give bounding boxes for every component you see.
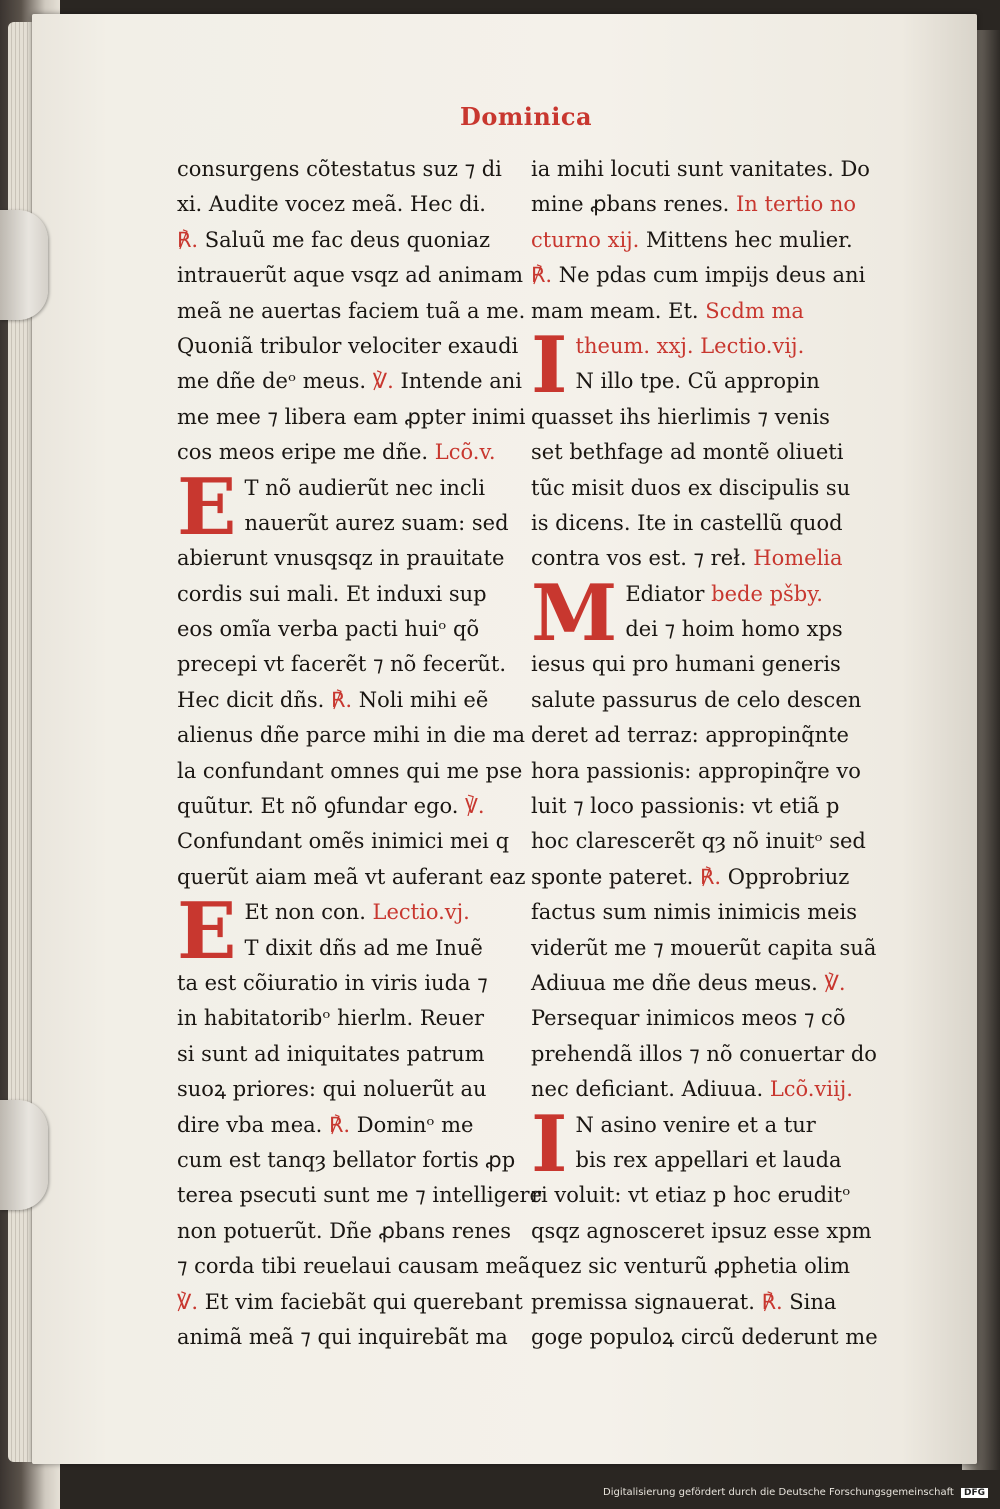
body-text: nec deficiant. Adiuua. xyxy=(531,1077,770,1102)
body-text: tũc misit duos ex discipulis su xyxy=(531,475,851,500)
text-line xyxy=(531,1249,866,1284)
text-line xyxy=(177,1320,512,1355)
body-text: me mee ⁊ libera eam ꝓpter inimi xyxy=(177,404,526,429)
body-text: Sina xyxy=(782,1289,837,1314)
body-text: cum est tanqȝ bellator fortis ꝓp xyxy=(177,1147,516,1172)
body-text: querũt aiam meã vt auferant eaz xyxy=(177,864,526,889)
text-line xyxy=(531,1072,866,1107)
page-clip-bottom xyxy=(0,1100,48,1210)
text-line xyxy=(177,223,512,258)
body-text: viderũt me ⁊ mouerũt capita suã xyxy=(531,935,877,960)
rubric-text: Lectio.vij. xyxy=(700,333,805,358)
body-text: Intende ani xyxy=(393,369,522,394)
text-line xyxy=(177,400,526,435)
text-line xyxy=(531,1214,872,1249)
body-text: contra vos est. ⁊ reł. xyxy=(531,546,754,571)
rubric-text: ℟. xyxy=(700,864,722,889)
text-line xyxy=(177,683,512,718)
body-text: suoꝝ priores: qui noluerũt au xyxy=(177,1077,487,1102)
body-text: xi. Audite vocez meã. Hec di. xyxy=(177,192,486,217)
text-line xyxy=(531,824,866,859)
text-line xyxy=(531,683,866,718)
text-line xyxy=(531,506,866,541)
body-text: precepi vt facerẽt ⁊ nõ fecerũt. xyxy=(177,652,506,677)
body-text: factus sum nimis inimicis meis xyxy=(531,900,858,925)
text-line xyxy=(177,1037,512,1072)
text-line xyxy=(177,860,526,895)
rubric-text: theum. xxj. xyxy=(575,333,701,358)
body-text: cos meos eripe me dñe. xyxy=(177,440,435,465)
text-line xyxy=(177,1178,542,1213)
body-text: T nõ audierũt nec incli xyxy=(244,475,486,500)
rubric-text: ℟. xyxy=(177,227,199,252)
rubric-text: ℣. xyxy=(177,1289,199,1314)
body-text: Ne pdas cum impijs deus ani xyxy=(552,263,866,288)
red-initial-letter: M xyxy=(531,567,618,659)
red-initial-letter: E xyxy=(177,886,237,978)
credit-text: Digitalisierung gefördert durch die Deutsche Forschungsgemeinschaft xyxy=(603,1487,954,1498)
body-text: Quoniã tribulor velociter exaudi xyxy=(177,333,519,358)
rubric-text: ℣. xyxy=(824,970,846,995)
rubric-text: Lcõ.viij. xyxy=(769,1077,853,1102)
body-text: me dñe deᵒ meus. xyxy=(177,369,373,394)
text-line xyxy=(531,223,866,258)
text-line xyxy=(177,789,512,824)
text-line xyxy=(177,187,512,222)
text-line xyxy=(177,612,512,647)
body-text: consurgens cõtestatus suz ⁊ di xyxy=(177,157,502,181)
body-text: in habitatoribᵒ hierlm. Reuer xyxy=(177,1006,485,1031)
body-text: iesus qui pro humani generis xyxy=(531,652,841,677)
body-text: si sunt ad iniquitates patrum xyxy=(177,1041,485,1066)
text-line xyxy=(531,364,866,399)
text-line xyxy=(531,187,866,222)
rubric-text: ℟. xyxy=(761,1289,783,1314)
body-text: set bethfage ad montẽ oliueti xyxy=(531,440,844,465)
text-line xyxy=(177,966,512,1001)
body-text: animã meã ⁊ qui inquirebãt ma xyxy=(177,1324,508,1349)
rubric-text: Lectio.vj. xyxy=(372,900,470,925)
text-line xyxy=(177,1249,531,1284)
text-line xyxy=(531,931,877,966)
body-text: sponte pateret. xyxy=(531,864,701,889)
body-text: Opprobriuz xyxy=(721,864,850,889)
body-text: alienus dñe parce mihi in die ma xyxy=(177,723,525,748)
text-line xyxy=(177,294,526,329)
body-text: N asino venire et a tur xyxy=(575,1112,816,1137)
body-text: qsqz agnosceret ipsuz esse xpm xyxy=(531,1218,872,1243)
text-line xyxy=(177,1108,512,1143)
text-line xyxy=(531,1320,878,1355)
body-text: Et vim faciebãt qui querebant xyxy=(198,1289,523,1314)
body-text: Confundant omẽs inimici mei q xyxy=(177,829,510,854)
body-text: is dicens. Ite in castellũ quod xyxy=(531,510,843,535)
text-line xyxy=(177,329,519,364)
rubric-text: Lcõ.v. xyxy=(434,440,496,465)
rubric-text: In tertio no xyxy=(736,192,857,217)
body-text: mine ꝓbans renes. xyxy=(531,192,737,217)
body-text: meã ne auertas faciem tuã a me. xyxy=(177,298,526,323)
rubric-text: ℟. xyxy=(531,263,553,288)
body-text: nauerũt aurez suam: sed xyxy=(244,510,509,535)
body-text: salute passurus de celo descen xyxy=(531,687,862,712)
text-line xyxy=(531,1037,877,1072)
text-line xyxy=(531,400,866,435)
body-text: premissa signauerat. xyxy=(531,1289,762,1314)
rubric-text: ℣. xyxy=(465,794,485,819)
body-text: Persequar inimicos meos ⁊ cõ xyxy=(531,1006,846,1031)
body-text: la confundant omnes qui me pse xyxy=(177,758,523,783)
text-line xyxy=(531,541,866,576)
body-text: Hec dicit dñs. xyxy=(177,687,332,712)
text-line xyxy=(531,294,866,329)
text-line xyxy=(177,647,512,682)
text-line xyxy=(177,577,512,612)
text-line xyxy=(531,1001,866,1036)
body-text: luit ⁊ loco passionis: vt etiã p xyxy=(531,794,840,819)
body-text: non potuerũt. Dñe ꝓbans renes xyxy=(177,1218,512,1243)
red-initial-letter: I xyxy=(531,1098,568,1190)
body-text: dei ⁊ hoim homo xps xyxy=(625,617,843,642)
body-text: goge populoꝝ circũ dederunt me xyxy=(531,1324,878,1349)
body-text: bis rex appellari et lauda xyxy=(575,1147,842,1172)
text-line xyxy=(531,789,866,824)
text-line xyxy=(531,258,866,293)
body-text: Noli mihi eẽ xyxy=(352,687,489,712)
text-line xyxy=(531,718,866,753)
body-text: Adiuua me dñe deus meus. xyxy=(531,970,825,995)
body-text: quez sic venturũ ꝓphetia olim xyxy=(531,1254,851,1279)
text-line xyxy=(531,966,866,1001)
text-line xyxy=(177,718,525,753)
body-text: cordis sui mali. Et induxi sup xyxy=(177,581,487,606)
body-text: Et non con. xyxy=(244,900,373,925)
body-text: Dominᵒ me xyxy=(350,1112,474,1137)
rubric-text: ℣. xyxy=(372,369,394,394)
rubric-text: ℟. xyxy=(331,687,353,712)
text-line xyxy=(531,1285,866,1320)
rubric-text: Homelia xyxy=(753,546,843,571)
rubric-text: cturno xij. xyxy=(531,227,640,252)
text-line xyxy=(531,435,866,470)
text-line xyxy=(177,152,512,187)
body-text: abierunt vnusqsqz in prauitate xyxy=(177,546,505,571)
rubric-text: ℟. xyxy=(329,1112,351,1137)
text-line xyxy=(177,1072,512,1107)
digitization-credit xyxy=(603,1487,988,1498)
body-text: terea psecuti sunt me ⁊ intelligere xyxy=(177,1183,542,1208)
text-line xyxy=(177,258,524,293)
body-text: T dixit dñs ad me Inuẽ xyxy=(244,935,483,960)
body-text: dire vba mea. xyxy=(177,1112,330,1137)
body-text: deret ad terraz: appropinq̃nte xyxy=(531,723,849,748)
text-line xyxy=(531,860,866,895)
text-line xyxy=(177,1001,512,1036)
rubric-text: bede pšby. xyxy=(711,581,823,606)
running-head: Dominica xyxy=(460,102,593,131)
text-line xyxy=(177,754,523,789)
body-text: ⁊ corda tibi reuelaui causam meã xyxy=(177,1254,531,1279)
text-line xyxy=(531,754,866,789)
right-text-column xyxy=(531,152,878,1355)
body-text: eos omĩa verba pacti huiᵒ qõ xyxy=(177,617,480,642)
text-line xyxy=(177,824,512,859)
body-text: Ediator xyxy=(625,581,712,606)
page-clip-top xyxy=(0,210,48,320)
text-line xyxy=(531,647,866,682)
left-text-column xyxy=(177,152,542,1355)
text-line xyxy=(177,1214,512,1249)
body-text: hoc clarescerẽt qȝ nõ inuitᵒ sed xyxy=(531,829,866,854)
body-text: hora passionis: appropinq̃re vo xyxy=(531,758,861,783)
body-text: prehendã illos ⁊ nõ conuertar do xyxy=(531,1041,877,1066)
dfg-logo-badge: DFG xyxy=(961,1488,988,1498)
body-text: quũtur. Et nõ ꝯfundar ego. xyxy=(177,794,466,819)
red-initial-letter: I xyxy=(531,319,568,411)
body-text: Saluũ me fac deus quoniaz xyxy=(198,227,491,252)
body-text: quasset ihs hierlimis ⁊ venis xyxy=(531,404,830,429)
body-text: ri voluit: vt etiaz p hoc eruditᵒ xyxy=(531,1183,851,1208)
body-text: ta est cõiuratio in viris iuda ⁊ xyxy=(177,970,488,995)
text-line xyxy=(531,1178,866,1213)
text-line xyxy=(177,364,522,399)
text-line xyxy=(531,152,870,187)
text-line xyxy=(531,895,866,930)
text-line xyxy=(177,435,512,470)
red-initial-letter: E xyxy=(177,461,237,553)
body-text: intrauerũt aque vsqz ad animam xyxy=(177,263,524,288)
body-text: mam meam. Et. xyxy=(531,298,706,323)
text-line xyxy=(177,1285,523,1320)
rubric-text: Scdm ma xyxy=(705,298,804,323)
body-text: N illo tpe. Cũ appropin xyxy=(575,369,820,394)
text-line xyxy=(531,1143,866,1178)
body-text: Mittens hec mulier. xyxy=(639,227,853,252)
text-line xyxy=(177,541,512,576)
text-line xyxy=(177,1143,516,1178)
body-text: ia mihi locuti sunt vanitates. Do xyxy=(531,157,870,181)
text-line xyxy=(531,471,866,506)
